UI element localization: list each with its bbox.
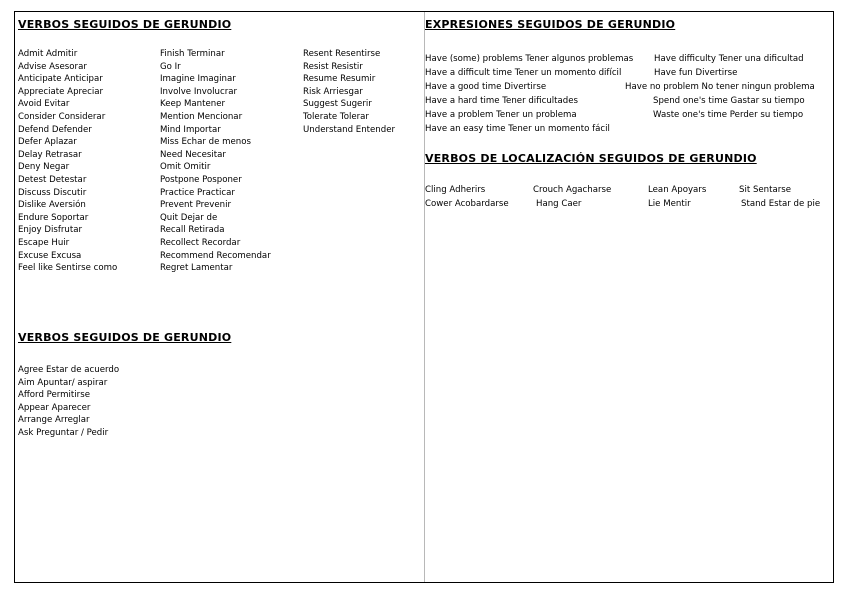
list-item: Mind Importar [160,124,221,135]
list-item: Postpone Posponer [160,174,242,185]
heading-expresiones-gerundio: EXPRESIONES SEGUIDOS DE GERUNDIO [425,18,676,31]
list-item: Detest Detestar [18,174,87,185]
list-item: Escape Huir [18,237,70,248]
list-item: Aim Apuntar/ aspirar [18,377,108,388]
list-item: Defend Defender [18,124,92,135]
verb-list-section2 [18,364,119,440]
list-item: Recall Retirada [160,225,225,236]
list-item: Resume Resumir [303,74,376,85]
expression-line: Have a difficult time Tener un momento difícil [425,68,622,78]
expression-line: Have a hard time Tener dificultades [425,96,579,106]
location-verb: Cower Acobardarse [425,199,509,209]
expression-line: Have fun Divertirse [654,68,738,78]
list-item: Go Ir [160,61,181,72]
heading-verbos-gerundio-2: VERBOS SEGUIDOS DE GERUNDIO [18,331,232,344]
list-item: Defer Aplazar [18,137,77,148]
expression-line: Have an easy time Tener un momento fácil [425,124,610,134]
list-item: Keep Mantener [160,99,226,110]
list-item: Admit Admitir [18,49,78,59]
location-verb: Hang Caer [536,199,582,209]
list-item: Consider Considerar [18,111,106,122]
list-item: Feel like Sentirse como [18,263,118,274]
list-item: Discuss Discutir [18,187,87,198]
expression-line: Have no problem No tener ningun problema [625,82,815,92]
list-item: Quit Dejar de [160,212,218,223]
list-item: Advise Asesorar [18,61,87,72]
list-item: Omit Omitir [160,162,211,173]
list-item: Regret Lamentar [160,263,233,274]
list-item: Practice Practicar [160,187,235,198]
list-item: Avoid Evitar [18,99,70,110]
expression-line: Have a problem Tener un problema [425,110,577,120]
list-item: Dislike Aversión [18,200,86,211]
list-item: Enjoy Disfrutar [18,225,82,236]
expression-line: Have difficulty Tener una dificultad [654,54,804,64]
expression-line: Have a good time Divertirse [425,82,547,92]
heading-verbos-localizacion: VERBOS DE LOCALIZACIÓN SEGUIDOS DE GERUNDIO [425,152,757,165]
list-item: Prevent Prevenir [160,200,231,211]
list-item: Understand Entender [303,124,396,135]
verb-list-col1 [18,48,117,275]
list-item: Finish Terminar [160,49,225,59]
location-verb: Cling Adherirs [425,185,486,195]
list-item: Endure Soportar [18,212,89,223]
list-item: Involve Involucrar [160,86,238,97]
list-item: Anticipate Anticipar [18,74,103,85]
expression-line: Have (some) problems Tener algunos problemas [425,54,634,64]
list-item: Deny Negar [18,162,70,173]
list-item: Suggest Sugerir [303,99,372,110]
list-item: Appreciate Apreciar [18,86,104,97]
list-item: Ask Preguntar / Pedir [18,427,109,438]
list-item: Delay Retrasar [18,149,82,160]
list-item: Agree Estar de acuerdo [18,365,120,375]
location-verb: Sit Sentarse [739,185,792,195]
list-item: Need Necesitar [160,149,226,160]
location-verb: Crouch Agacharse [533,185,612,195]
location-verb: Stand Estar de pie [741,199,821,209]
list-item: Recollect Recordar [160,237,241,248]
location-verb: Lean Apoyars [648,185,707,195]
list-item: Mention Mencionar [160,111,243,122]
expression-line: Waste one's time Perder su tiempo [653,110,804,120]
list-item: Tolerate Tolerar [303,111,369,122]
list-item: Risk Arriesgar [303,86,363,97]
location-verb: Lie Mentir [648,199,691,209]
list-item: Appear Aparecer [18,402,91,413]
list-item: Recommend Recomendar [160,250,271,261]
expression-line: Spend one's time Gastar su tiempo [653,96,805,106]
list-item: Miss Echar de menos [160,137,251,148]
verb-list-col3 [303,48,395,136]
list-item: Resist Resistir [303,61,363,72]
list-item: Arrange Arreglar [18,415,90,426]
list-item: Resent Resentirse [303,49,381,59]
list-item: Imagine Imaginar [160,74,236,85]
list-item: Afford Permitirse [18,390,90,401]
verb-list-col2 [160,48,271,275]
list-item: Excuse Excusa [18,250,82,261]
heading-verbos-gerundio-1: VERBOS SEGUIDOS DE GERUNDIO [18,18,232,31]
